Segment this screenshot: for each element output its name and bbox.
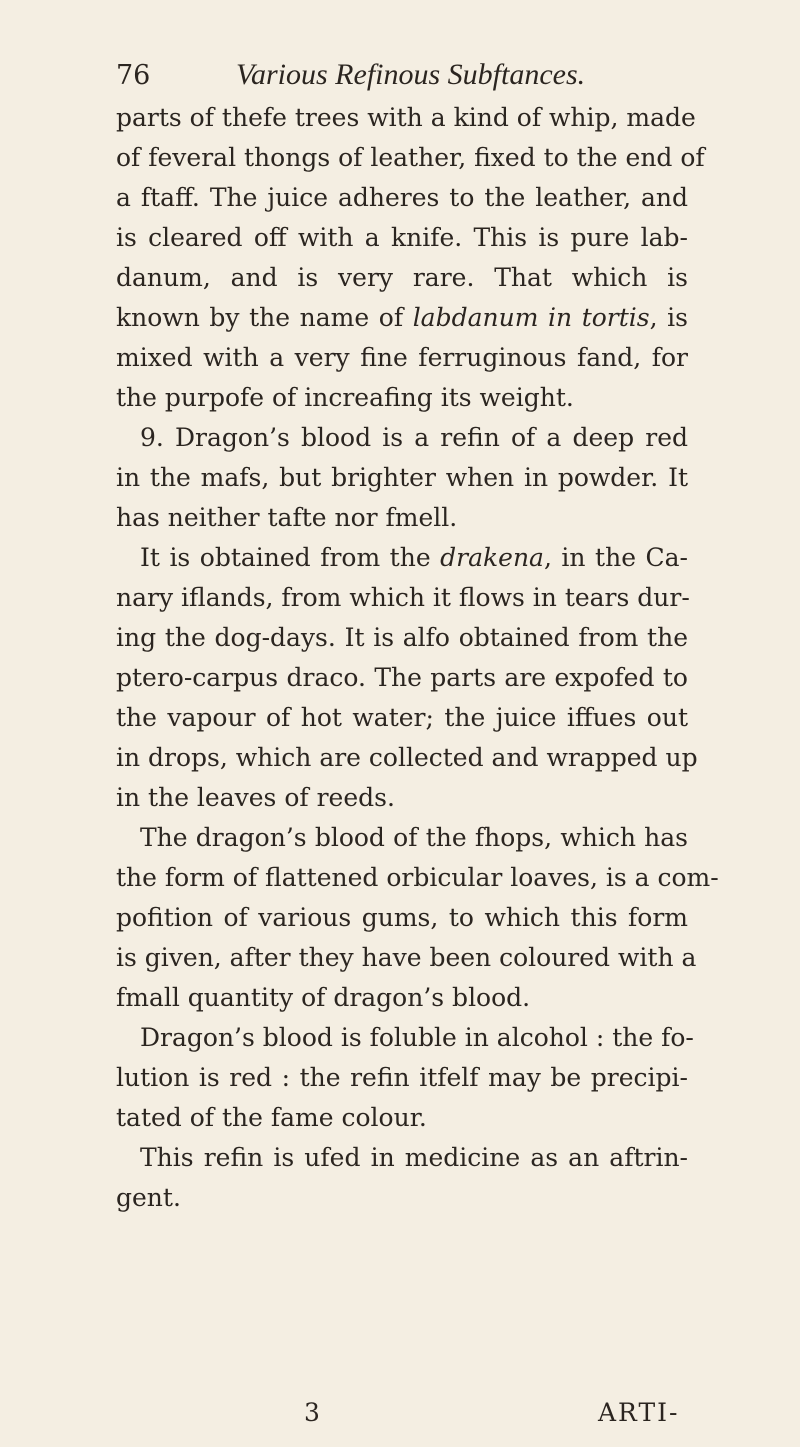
text-run: It is obtained from the [140,543,441,572]
text-line [116,298,688,338]
signature-mark: 3 [304,1398,320,1427]
text-line: of feveral thongs of leather, fixed to the end of [116,143,705,172]
text-line: mixed with a very fine ferruginous fand, for [116,343,688,372]
text-line: ing the dog-days. It is alfo obtained from the [116,623,688,652]
text-line: is given, after they have been coloured with a [116,943,697,972]
text-run: known by the name of [116,303,413,332]
text-line: lution is red : the refin itfelf may be precipi- [116,1063,688,1092]
text-line: the form of flattened orbicular loaves, is a com- [116,863,719,892]
text-run: , in the Ca- [543,543,688,572]
text-line [140,538,688,578]
text-line: nary iflands, from which it flows in tears dur- [116,583,690,612]
text-line: gent. [116,1183,181,1212]
text-line: Dragon’s blood is foluble in alcohol : the fo- [140,1023,694,1052]
text-line: The dragon’s blood of the fhops, which has [140,823,688,852]
page-number: 76 [116,60,151,91]
text-line: in the leaves of reeds. [116,783,395,812]
italic-term: drakena [440,543,544,572]
text-line: the purpofe of increafing its weight. [116,383,574,412]
text-line: is cleared off with a knife. This is pure lab- [116,223,688,252]
text-line: fmall quantity of dragon’s blood. [116,983,531,1012]
text-line: 9. Dragon’s blood is a refin of a deep red [140,423,688,452]
text-line: danum, and is very rare. That which is [116,263,688,292]
text-line: This refin is ufed in medicine as an aftrin- [140,1143,688,1172]
text-line: ptero-carpus draco. The parts are expofed to [116,663,688,692]
text-line: in the mafs, but brighter when in powder. It [116,463,688,492]
text-line: tated of the fame colour. [116,1103,427,1132]
text-line: the vapour of hot water; the juice iffues out [116,703,688,732]
text-line: a ftaff. The juice adheres to the leather, and [116,183,688,212]
text-line: has neither tafte nor fmell. [116,503,458,532]
text-line: parts of thefe trees with a kind of whip, made [116,103,696,132]
italic-term: labdanum in tortis [412,303,650,332]
page-header [116,58,585,98]
text-line: in drops, which are collected and wrapped up [116,743,698,772]
text-run: , is [649,303,688,332]
catchword: ARTI- [598,1398,680,1427]
running-title: Various Refinous Subftances. [236,58,586,91]
text-line: pofition of various gums, to which this form [116,903,688,932]
